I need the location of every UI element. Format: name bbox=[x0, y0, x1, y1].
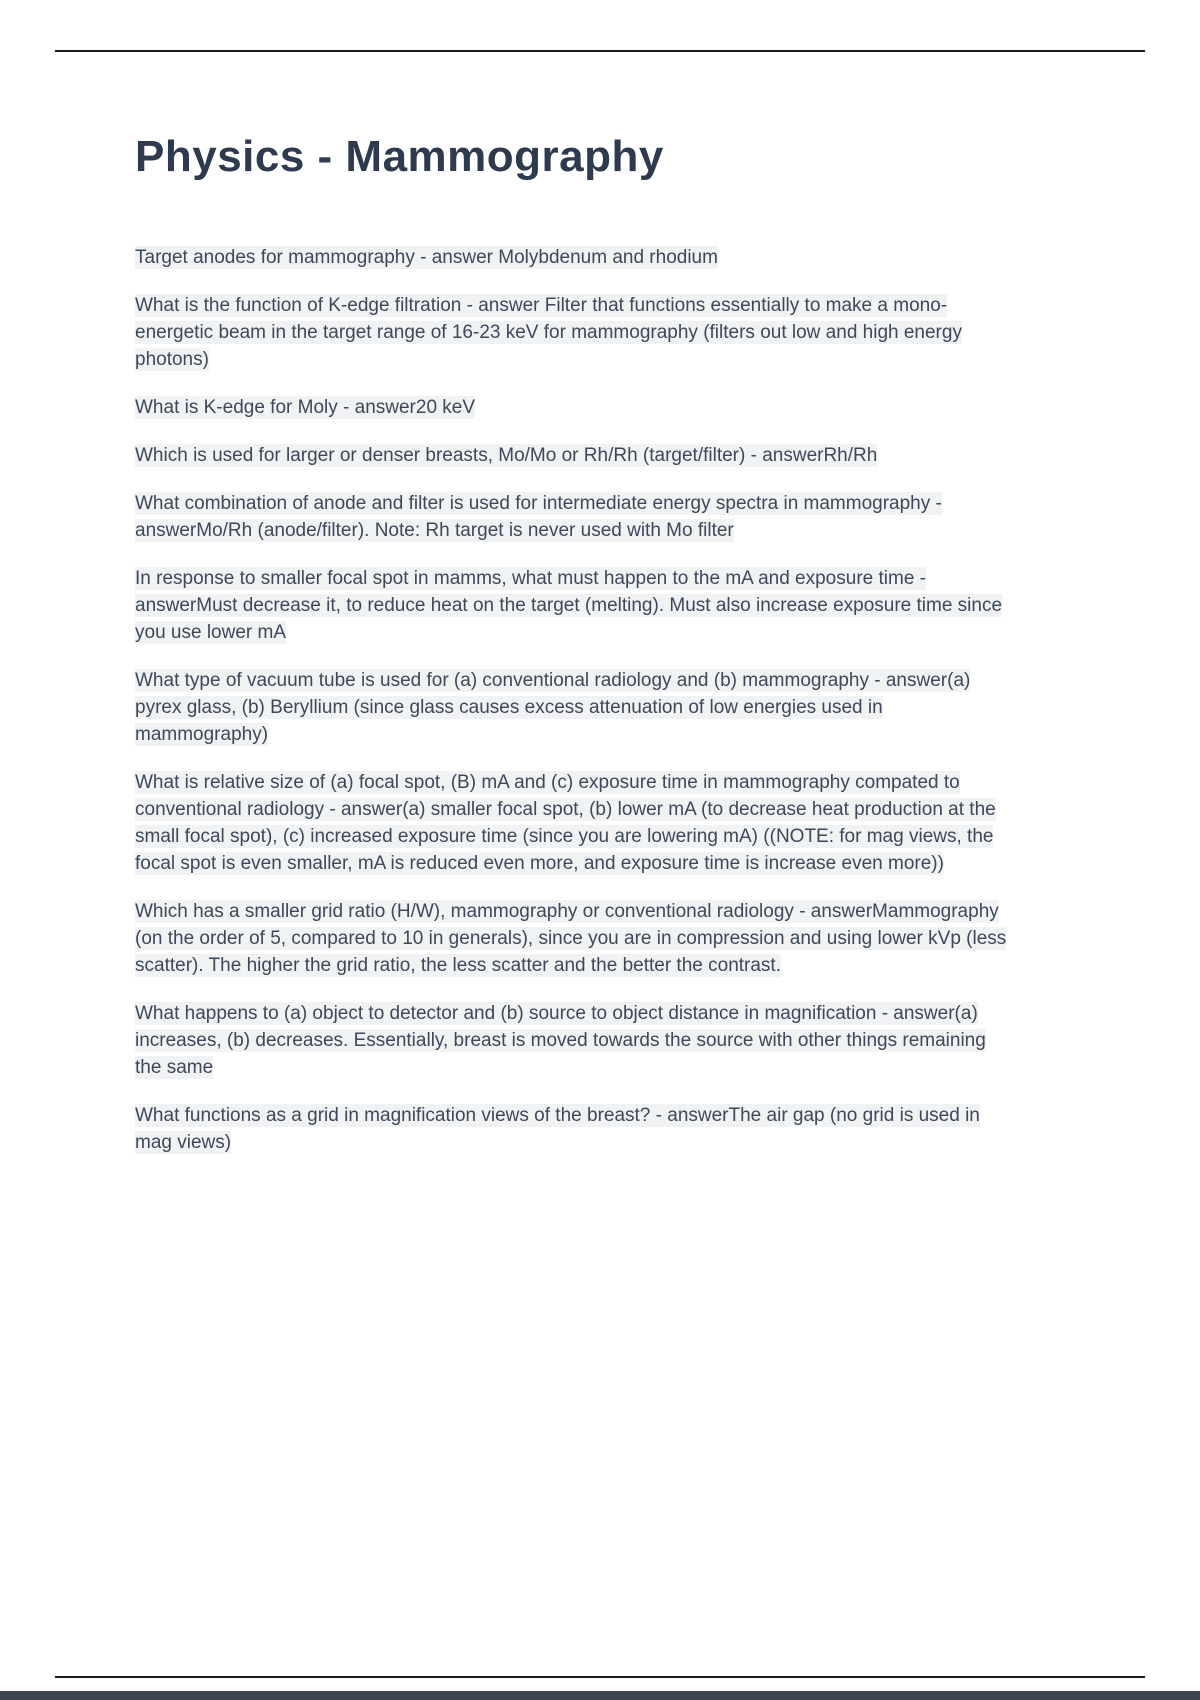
qa-text: What is K-edge for Moly - answer20 keV bbox=[135, 397, 476, 418]
qa-paragraph bbox=[135, 667, 1010, 748]
qa-text: Which has a smaller grid ratio (H/W), mammography or conventional radiology - answerMammography (on the order of 5, compared to 10 in generals), since you are in compression and using lower kVp (less scatter). The higher the grid ratio, the less scatter and the better the contrast. bbox=[135, 901, 1007, 976]
qa-paragraph bbox=[135, 244, 1010, 271]
document-content bbox=[135, 132, 1010, 1177]
qa-text: What functions as a grid in magnification views of the breast? - answerThe air gap (no grid is used in mag views) bbox=[135, 1105, 980, 1153]
qa-text: What combination of anode and filter is used for intermediate energy spectra in mammography - answerMo/Rh (anode/filter). Note: Rh target is never used with Mo filter bbox=[135, 493, 942, 541]
qa-list bbox=[135, 244, 1010, 1156]
qa-paragraph bbox=[135, 1102, 1010, 1156]
qa-text: What is relative size of (a) focal spot, (B) mA and (c) exposure time in mammography compated to conventional radiology - answer(a) smaller focal spot, (b) lower mA (to decrease heat production at the small focal spot), (c) increased exposure time (since you are lowering mA) ((NOTE: for mag views, the focal spot is even smaller, mA is reduced even more, and exposure time is increase even more)) bbox=[135, 772, 996, 874]
qa-paragraph bbox=[135, 490, 1010, 544]
qa-text: What is the function of K-edge filtration - answer Filter that functions essentially to make a mono-energetic beam in the target range of 16-23 keV for mammography (filters out low and high energy photons) bbox=[135, 295, 962, 370]
bottom-rule bbox=[55, 1676, 1145, 1678]
page-title: Physics - Mammography bbox=[135, 132, 664, 181]
qa-paragraph bbox=[135, 769, 1010, 877]
qa-text: In response to smaller focal spot in mamms, what must happen to the mA and exposure time - answerMust decrease it, to reduce heat on the target (melting). Must also increase exposure time since you use lower mA bbox=[135, 568, 1003, 643]
bottom-bar bbox=[0, 1691, 1200, 1700]
qa-text: Target anodes for mammography - answer Molybdenum and rhodium bbox=[135, 247, 718, 268]
qa-paragraph bbox=[135, 898, 1010, 979]
qa-paragraph bbox=[135, 565, 1010, 646]
qa-paragraph bbox=[135, 1000, 1010, 1081]
qa-paragraph bbox=[135, 394, 1010, 421]
top-rule bbox=[55, 50, 1145, 52]
qa-paragraph bbox=[135, 292, 1010, 373]
qa-paragraph bbox=[135, 442, 1010, 469]
qa-text: What happens to (a) object to detector and (b) source to object distance in magnification - answer(a) increases, (b) decreases. Essentially, breast is moved towards the source with other things remaining the same bbox=[135, 1003, 986, 1078]
qa-text: Which is used for larger or denser breasts, Mo/Mo or Rh/Rh (target/filter) - answerRh/Rh bbox=[135, 445, 878, 466]
qa-text: What type of vacuum tube is used for (a) conventional radiology and (b) mammography - answer(a) pyrex glass, (b) Beryllium (since glass causes excess attenuation of low energies used in mammography) bbox=[135, 670, 971, 745]
